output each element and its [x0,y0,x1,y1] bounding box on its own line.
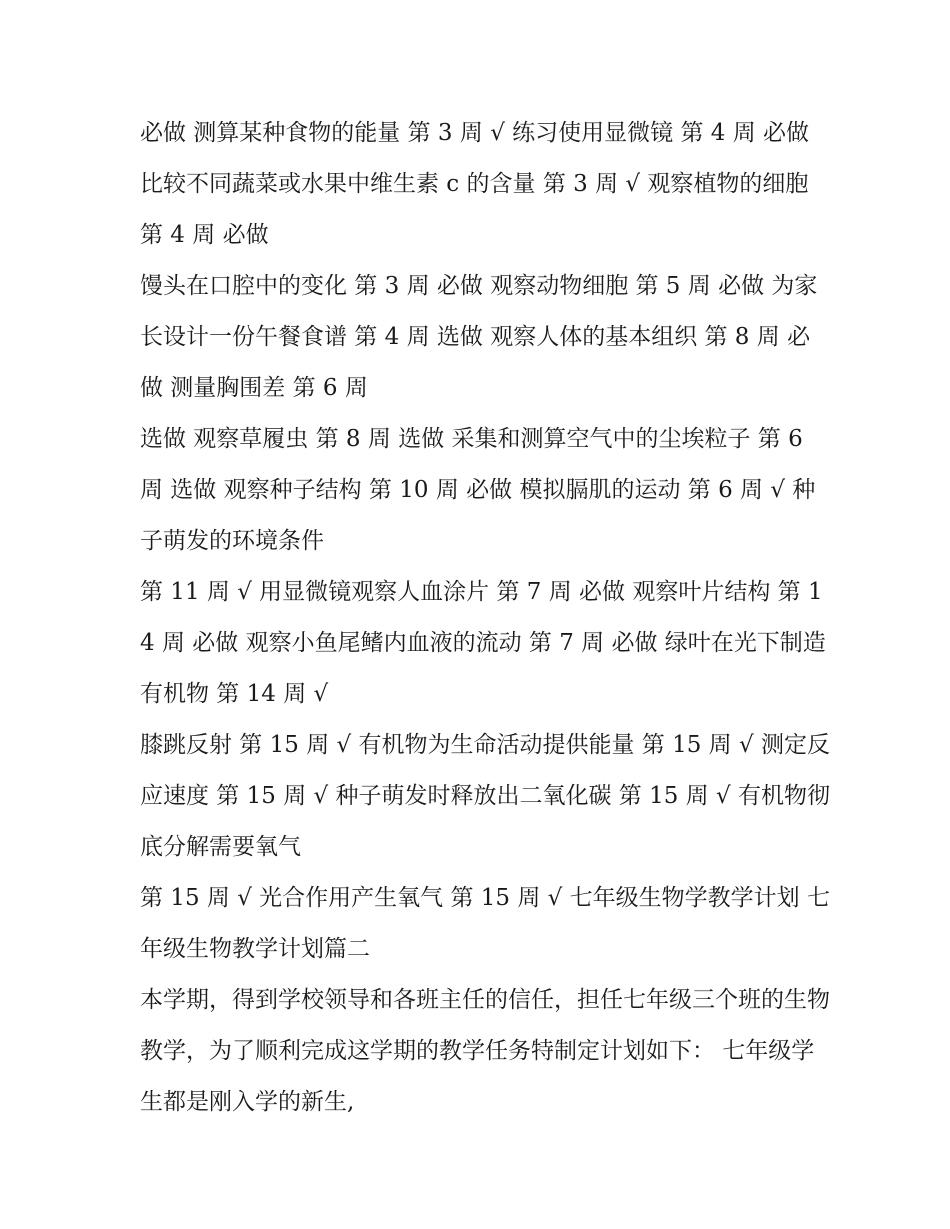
paragraph: 必做 测算某种食物的能量 第 3 周 √ 练习使用显微镜 第 4 周 必做 比较不同蔬菜或水果中维生素 c 的含量 第 3 周 √ 观察植物的细胞 第 4 周 必做 [140,120,817,248]
paragraph: 选做 观察草履虫 第 8 周 选做 采集和测算空气中的尘埃粒子 第 6 周 选做 观察种子结构 第 10 周 必做 模拟膈肌的运动 第 6 周 √ 种子萌发的环境条件 [140,426,816,554]
paragraph: 第 15 周 √ 光合作用产生氧气 第 15 周 √ 七年级生物学教学计划 七年级生物教学计划篇二 [140,885,830,962]
paragraph: 本学期，得到学校领导和各班主任的信任，担任七年级三个班的生物教学，为了顺利完成这学期的教学任务特制定计划如下： 七年级学生都是刚入学的新生, [140,987,830,1115]
paragraph: 膝跳反射 第 15 周 √ 有机物为生命活动提供能量 第 15 周 √ 测定反应速度 第 15 周 √ 种子萌发时释放出二氧化碳 第 15 周 √ 有机物彻底分解需要氧气 [140,732,830,860]
paragraph: 第 11 周 √ 用显微镜观察人血涂片 第 7 周 必做 观察叶片结构 第 14 周 必做 观察小鱼尾鳍内血液的流动 第 7 周 必做 绿叶在光下制造有机物 第 14 周 √ [140,579,826,707]
paragraph: 馒头在口腔中的变化 第 3 周 必做 观察动物细胞 第 5 周 必做 为家长设计一份午餐食谱 第 4 周 选做 观察人体的基本组织 第 8 周 必做 测量胸围差 第 6 周 [140,273,818,401]
document-body [140,108,830,1128]
